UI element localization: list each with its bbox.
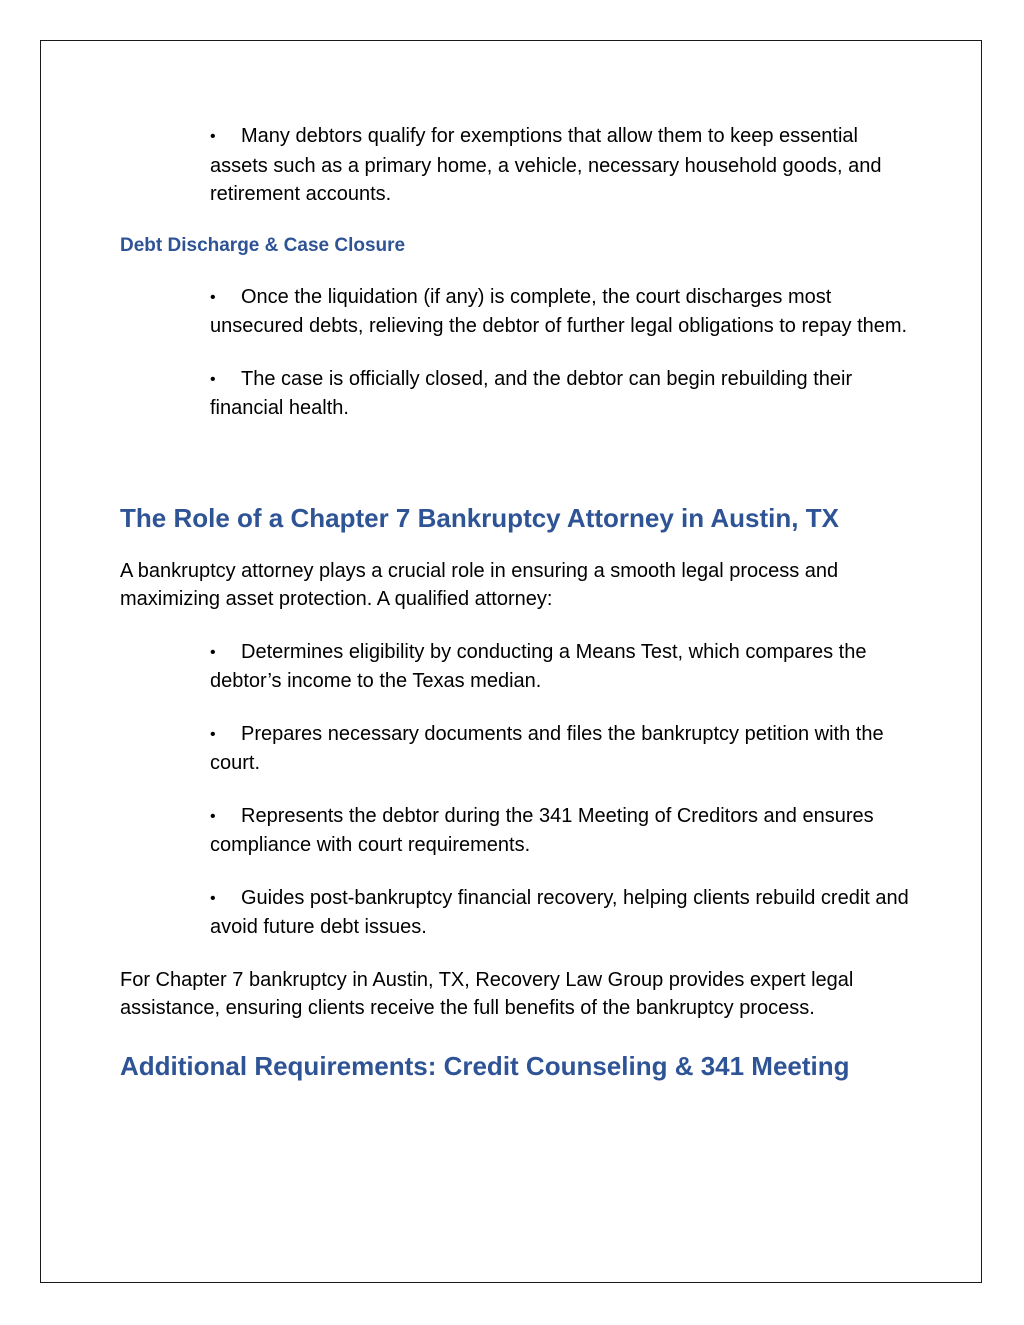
bullet-item: • Once the liquidation (if any) is complete, the court discharges most unsecured debts, relieving the debtor of further legal obligations to repay them. (210, 285, 908, 337)
section-heading-additional: Additional Requirements: Credit Counseling & 341 Meeting (120, 1050, 850, 1081)
bullet-item: • Guides post-bankruptcy financial recovery, helping clients rebuild credit and avoid future debt issues. (210, 886, 909, 938)
bullet-glyph: • (210, 128, 216, 145)
role-intro-paragraph: A bankruptcy attorney plays a crucial role in ensuring a smooth legal process and maximizing asset protection. A qualified attorney: (120, 559, 839, 610)
bullet-glyph: • (210, 807, 216, 825)
bullet-glyph: • (210, 889, 216, 907)
bullet-item: • Determines eligibility by conducting a Means Test, which compares the debtor’s income to the Texas median. (210, 640, 867, 692)
bullet-item: • Represents the debtor during the 341 Meeting of Creditors and ensures compliance with court requirements. (210, 804, 874, 856)
bullet-glyph: • (210, 288, 216, 306)
section-heading-discharge: Debt Discharge & Case Closure (120, 234, 406, 256)
section-heading-role: The Role of a Chapter 7 Bankruptcy Attorney in Austin, TX (120, 502, 839, 533)
bullet-glyph: • (210, 370, 216, 388)
bullet-item: • Prepares necessary documents and files the bankruptcy petition with the court. (210, 722, 884, 774)
role-closing-paragraph: For Chapter 7 bankruptcy in Austin, TX, Recovery Law Group provides expert legal assistance, ensuring clients receive the full benefits of the bankruptcy process. (120, 968, 854, 1019)
document-body (120, 120, 910, 1083)
bullet-glyph: • (210, 725, 216, 743)
bullet-glyph: • (210, 643, 216, 661)
bullet-item: • Many debtors qualify for exemptions that allow them to keep essential assets such as a primary home, a vehicle, necessary household goods, and retirement accounts. (210, 125, 882, 205)
bullet-item: • The case is officially closed, and the debtor can begin rebuilding their financial health. (210, 367, 853, 419)
